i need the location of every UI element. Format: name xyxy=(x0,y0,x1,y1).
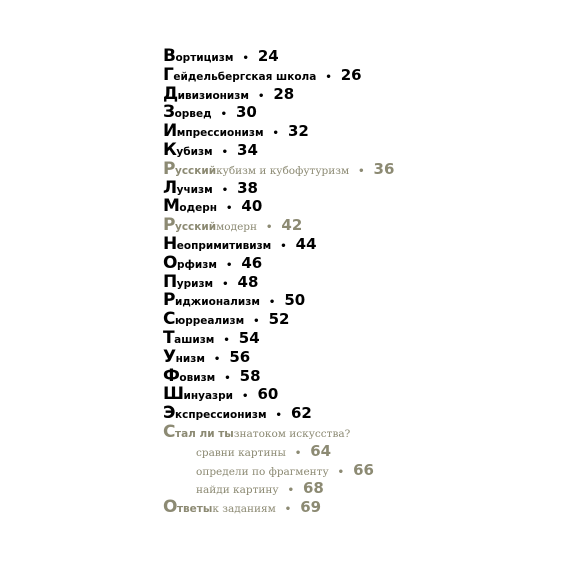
page-number: 36 xyxy=(373,159,395,178)
entry-initial: Р xyxy=(163,290,175,311)
entry-title: кспрессионизм xyxy=(174,409,267,422)
bullet-separator: • xyxy=(225,259,233,271)
page-number: 64 xyxy=(310,441,332,460)
toc-entry-heidelberg-school[interactable] xyxy=(163,66,394,85)
entry-initial: Т xyxy=(163,327,175,348)
entry-title: низм xyxy=(175,352,205,365)
entry-title: ейдельбергская школа xyxy=(173,70,317,83)
entry-title: найди картину xyxy=(196,484,279,497)
table-of-contents xyxy=(163,47,394,517)
entry-initial: Э xyxy=(163,403,175,424)
bullet-separator: • xyxy=(224,372,231,384)
entry-title: уризм xyxy=(176,277,214,290)
entry-title: орвед xyxy=(174,108,212,121)
bullet-separator: • xyxy=(280,240,287,252)
entry-initial: И xyxy=(163,121,177,142)
entry-title: ивизионизм xyxy=(177,89,249,102)
bullet-separator: • xyxy=(294,447,302,459)
toc-entry-russian-modern[interactable] xyxy=(163,216,394,235)
toc-entry-orphism[interactable] xyxy=(163,254,394,273)
entry-title: модерн xyxy=(216,221,257,234)
page-number: 58 xyxy=(239,366,261,385)
bullet-separator: • xyxy=(268,297,276,309)
page-number: 56 xyxy=(229,347,251,366)
bullet-separator: • xyxy=(253,316,260,328)
toc-subentry-find-painting[interactable] xyxy=(163,479,394,498)
toc-entry-tachisme[interactable] xyxy=(163,329,394,348)
entry-title: сравни картины xyxy=(196,446,286,459)
entry-initial: Р xyxy=(163,215,175,236)
bullet-separator: • xyxy=(272,128,279,140)
entry-title-bold: тветы xyxy=(176,503,213,516)
entry-title-bold: усский xyxy=(174,221,217,234)
toc-subentry-identify-fragment[interactable] xyxy=(163,461,394,480)
entry-title: убизм xyxy=(176,145,213,158)
toc-section-quiz[interactable] xyxy=(163,423,394,442)
entry-title: к заданиям xyxy=(212,503,276,516)
bullet-separator: • xyxy=(221,146,229,158)
entry-initial: С xyxy=(163,309,175,330)
entry-title: юрреализм xyxy=(174,315,245,328)
entry-initial: О xyxy=(163,497,177,518)
page-number: 38 xyxy=(237,178,258,197)
entry-title: знатоком искусства? xyxy=(233,427,351,440)
bullet-separator: • xyxy=(242,53,249,64)
page-number: 30 xyxy=(235,103,257,122)
entry-initial: П xyxy=(163,271,177,292)
page-number: 69 xyxy=(300,498,322,517)
entry-initial: Г xyxy=(163,64,174,85)
toc-entry-chinoiserie[interactable] xyxy=(163,385,394,404)
page-number: 40 xyxy=(241,197,263,216)
entry-initial: М xyxy=(163,196,180,217)
entry-initial: Ш xyxy=(163,384,184,405)
bullet-separator: • xyxy=(226,203,233,215)
entry-initial: Н xyxy=(163,233,177,254)
page-number: 42 xyxy=(281,216,303,235)
entry-title: мпрессионизм xyxy=(176,127,264,140)
toc-entry-impressionism[interactable] xyxy=(163,122,394,141)
page-number: 60 xyxy=(257,385,279,404)
toc-entry-vorticism[interactable] xyxy=(163,47,394,66)
page-number: 48 xyxy=(237,272,259,291)
toc-entry-modern[interactable] xyxy=(163,197,394,216)
toc-entry-fauvism[interactable] xyxy=(163,367,394,386)
toc-entry-answers[interactable] xyxy=(163,498,394,517)
page-number: 44 xyxy=(295,234,317,253)
bullet-separator: • xyxy=(275,410,282,422)
toc-entry-expressionism[interactable] xyxy=(163,404,394,423)
entry-title: кубизм и кубофутуризм xyxy=(216,164,350,177)
entry-title: рфизм xyxy=(176,258,217,271)
toc-entry-purism[interactable] xyxy=(163,273,394,292)
page-number: 32 xyxy=(287,122,309,141)
entry-title: учизм xyxy=(176,183,213,196)
entry-title: овизм xyxy=(179,371,216,384)
page-number: 28 xyxy=(273,84,295,103)
entry-initial: К xyxy=(163,139,177,160)
page-number: 26 xyxy=(340,65,362,84)
page-number: 68 xyxy=(303,479,324,498)
bullet-separator: • xyxy=(242,391,249,403)
page-number: 46 xyxy=(241,253,263,272)
entry-initial: О xyxy=(163,252,177,273)
bullet-separator: • xyxy=(213,353,221,365)
bullet-separator: • xyxy=(325,71,332,83)
entry-title: ортицизм xyxy=(175,52,234,64)
entry-initial: В xyxy=(163,46,176,66)
bullet-separator: • xyxy=(257,90,265,102)
toc-entry-unism[interactable] xyxy=(163,348,394,367)
entry-initial: У xyxy=(163,346,176,367)
bullet-separator: • xyxy=(284,504,292,516)
bullet-separator: • xyxy=(221,184,229,196)
toc-entry-neoprimitivism[interactable] xyxy=(163,235,394,254)
page-number: 54 xyxy=(238,328,260,347)
entry-title: еопримитивизм xyxy=(176,239,272,252)
entry-title: ашизм xyxy=(174,333,215,346)
toc-entry-regionalism[interactable] xyxy=(163,291,394,310)
entry-title: инуазри xyxy=(183,390,234,403)
bullet-separator: • xyxy=(287,485,294,497)
page-number: 62 xyxy=(290,404,312,423)
entry-initial: З xyxy=(163,102,175,123)
page-number: 66 xyxy=(353,460,374,479)
entry-initial: Л xyxy=(163,177,177,198)
bullet-separator: • xyxy=(358,165,365,177)
entry-title-bold: тал ли ты xyxy=(174,427,234,440)
bullet-separator: • xyxy=(223,334,230,346)
bullet-separator: • xyxy=(266,222,273,234)
entry-initial: Д xyxy=(163,83,178,104)
bullet-separator: • xyxy=(222,278,229,290)
entry-title: иджионализм xyxy=(174,296,260,309)
bullet-separator: • xyxy=(220,109,227,121)
entry-title-bold: усский xyxy=(174,164,217,177)
toc-entry-russian-cubism[interactable] xyxy=(163,160,394,179)
toc-entry-surrealism[interactable] xyxy=(163,310,394,329)
page-number: 50 xyxy=(284,291,306,310)
page-number: 52 xyxy=(268,310,290,329)
entry-initial: Р xyxy=(163,158,175,179)
entry-title: одерн xyxy=(179,202,218,215)
entry-title: определи по фрагменту xyxy=(196,465,329,478)
toc-subentry-compare-paintings[interactable] xyxy=(163,442,394,461)
page-number: 24 xyxy=(257,47,279,65)
page-number: 34 xyxy=(237,140,258,159)
toc-entry-zorved[interactable] xyxy=(163,103,394,122)
entry-initial: Ф xyxy=(163,365,180,386)
entry-initial: С xyxy=(163,421,175,442)
toc-entry-divisionism[interactable] xyxy=(163,85,394,104)
bullet-separator: • xyxy=(337,466,345,478)
